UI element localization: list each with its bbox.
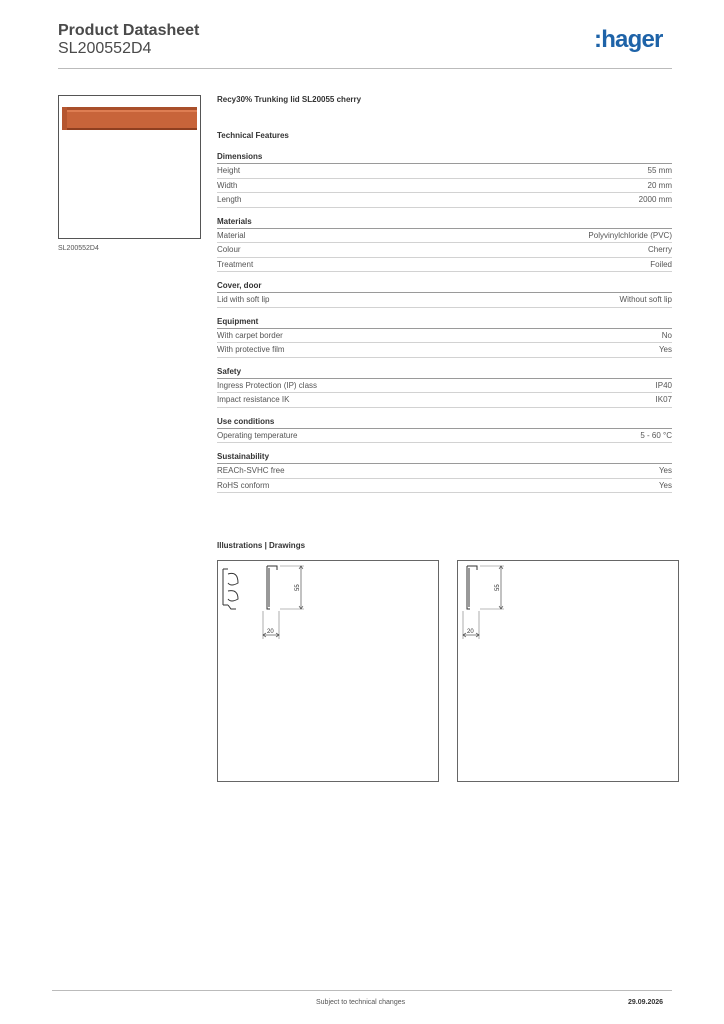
spec-value: IP40 bbox=[655, 380, 672, 390]
spec-row bbox=[217, 464, 672, 479]
section-cover-door bbox=[217, 281, 672, 308]
dimension-width-label: 20 bbox=[467, 629, 474, 635]
product-title: Recy30% Trunking lid SL20055 cherry bbox=[217, 95, 362, 104]
spec-label: Material bbox=[217, 230, 246, 240]
spec-row bbox=[217, 229, 672, 244]
section-heading: Equipment bbox=[217, 317, 672, 329]
header-divider bbox=[58, 68, 672, 69]
spec-label: Treatment bbox=[217, 259, 254, 269]
page-title: Product Datasheet bbox=[58, 22, 200, 39]
section-heading: Sustainability bbox=[217, 452, 672, 464]
spec-label: Ingress Protection (IP) class bbox=[217, 380, 318, 390]
spec-label: Width bbox=[217, 180, 238, 190]
spec-value: Without soft lip bbox=[619, 295, 672, 304]
section-heading: Safety bbox=[217, 367, 672, 379]
spec-value: 55 mm bbox=[647, 166, 672, 175]
product-image-caption: SL200552D4 bbox=[58, 245, 99, 252]
product-details bbox=[217, 95, 672, 502]
section-heading: Materials bbox=[217, 217, 672, 229]
spec-row bbox=[217, 293, 672, 308]
illustrations-heading: Illustrations | Drawings bbox=[217, 541, 306, 550]
spec-row bbox=[217, 193, 672, 208]
section-dimensions bbox=[217, 152, 672, 208]
spec-label: REACh-SVHC free bbox=[217, 466, 285, 475]
spec-label: Impact resistance IK bbox=[217, 395, 290, 404]
spec-row bbox=[217, 164, 672, 179]
spec-value: Yes bbox=[658, 480, 672, 490]
spec-value: 20 mm bbox=[647, 180, 672, 190]
spec-value: No bbox=[661, 330, 672, 340]
spec-row bbox=[217, 429, 672, 444]
dimension-height-label: 55 bbox=[295, 584, 301, 591]
trunking-lid-image bbox=[59, 96, 202, 240]
dimension-width-label: 20 bbox=[267, 629, 274, 635]
footer-date: 29.09.2026 bbox=[628, 999, 664, 1006]
spec-value: Yes bbox=[658, 345, 672, 354]
spec-row bbox=[217, 243, 672, 258]
spec-row bbox=[217, 343, 672, 358]
spec-value: IK07 bbox=[655, 395, 672, 404]
technical-features-heading: Technical Features bbox=[217, 131, 289, 140]
spec-value: Foiled bbox=[650, 259, 672, 269]
product-code-heading: SL200552D4 bbox=[58, 40, 152, 57]
section-use-conditions bbox=[217, 417, 672, 444]
section-heading: Use conditions bbox=[217, 417, 672, 429]
spec-row bbox=[217, 329, 672, 344]
spec-value: 2000 mm bbox=[638, 195, 672, 204]
drawing-frame-1 bbox=[217, 560, 439, 782]
section-safety bbox=[217, 367, 672, 408]
spec-row bbox=[217, 379, 672, 394]
spec-row bbox=[217, 479, 672, 494]
spec-label: Length bbox=[217, 195, 242, 204]
brand-logo: :hager bbox=[594, 26, 663, 53]
footer-divider bbox=[52, 990, 672, 991]
spec-row bbox=[217, 393, 672, 408]
spec-label: With carpet border bbox=[217, 330, 283, 340]
section-materials bbox=[217, 217, 672, 273]
spec-value: Polyvinylchloride (PVC) bbox=[588, 230, 672, 240]
spec-label: Height bbox=[217, 166, 241, 175]
drawing-frame-2 bbox=[457, 560, 679, 782]
spec-row bbox=[217, 258, 672, 273]
spec-value: Cherry bbox=[647, 245, 672, 254]
product-image-frame bbox=[58, 95, 201, 239]
technical-drawing-2 bbox=[458, 561, 680, 783]
dimension-height-label: 55 bbox=[495, 584, 501, 591]
section-sustainability bbox=[217, 452, 672, 493]
spec-value: 5 - 60 °C bbox=[640, 430, 672, 440]
spec-label: Operating temperature bbox=[217, 430, 298, 440]
footer-disclaimer: Subject to technical changes bbox=[316, 999, 406, 1006]
section-heading: Cover, door bbox=[217, 281, 672, 293]
section-heading: Dimensions bbox=[217, 152, 672, 164]
section-equipment bbox=[217, 317, 672, 358]
technical-drawing-1 bbox=[218, 561, 440, 783]
spec-label: Colour bbox=[217, 245, 241, 254]
spec-row bbox=[217, 179, 672, 194]
spec-value: Yes bbox=[658, 466, 672, 475]
spec-label: With protective film bbox=[217, 345, 285, 354]
spec-label: RoHS conform bbox=[217, 480, 270, 490]
spec-label: Lid with soft lip bbox=[217, 295, 270, 304]
